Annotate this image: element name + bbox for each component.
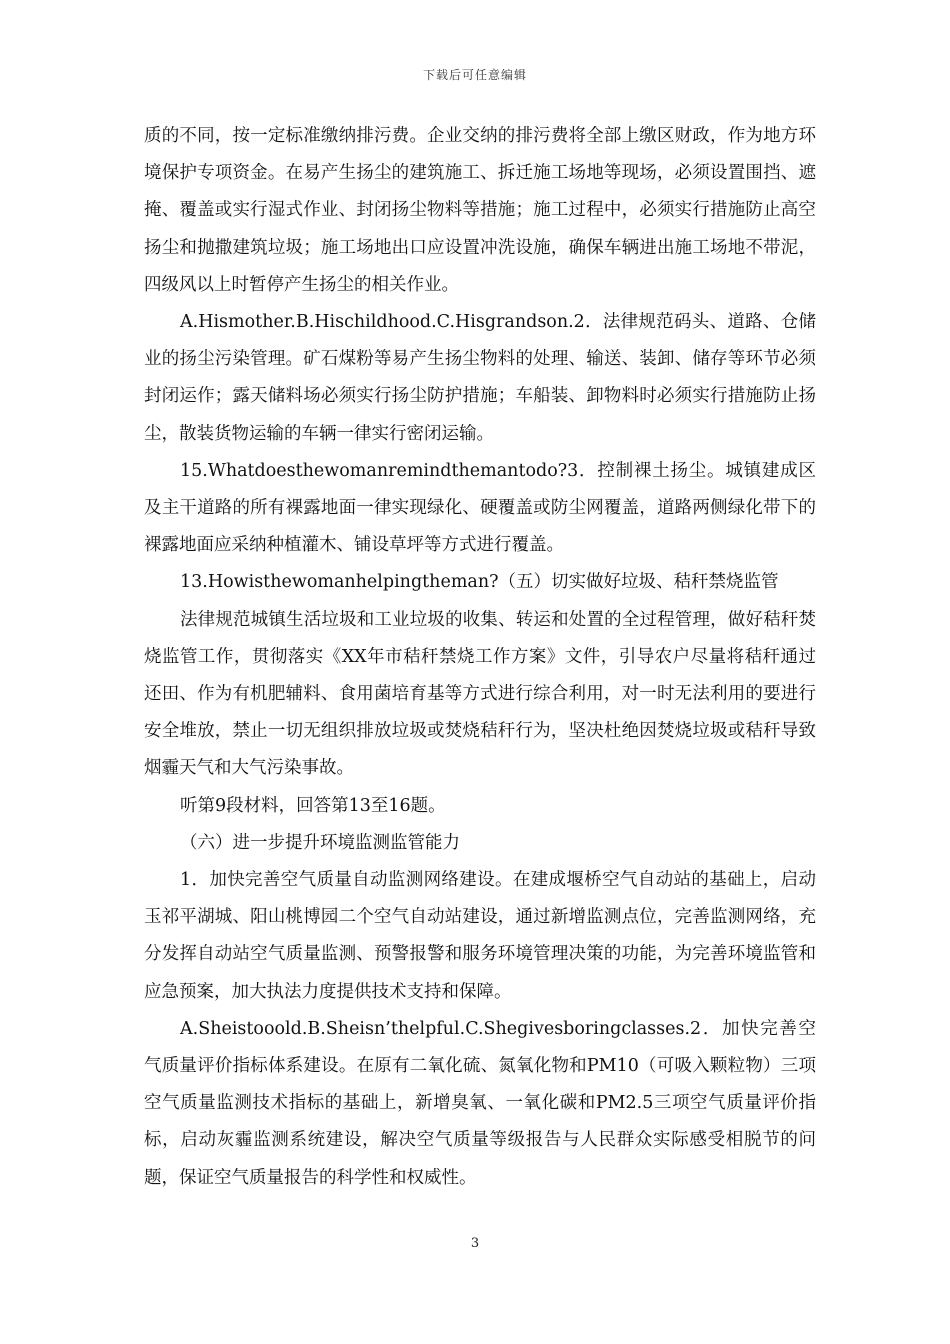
- paragraph-1: 质的不同，按一定标准缴纳排污费。企业交纳的排污费将全部上缴区财政，作为地方环境保护专项资金。在易产生扬尘的建筑施工、拆迁施工场地等现场，必须设置围挡、遮掩、覆盖或实行湿式作业、封闭扬尘物料等措施；施工过程中，必须实行措施防止高空扬尘和抛撒建筑垃圾；施工场地出口应设置冲洗设施，确保车辆进出施工场地不带泥，四级风以上时暂停产生扬尘的相关作业。: [144, 126, 816, 295]
- page-header: 下载后可任意编辑: [422, 68, 527, 82]
- paragraph-9: A.Sheistooold.B.Sheisn’thelpful.C.Shegivesboringclasses.2．加快完善空气质量评价指标体系建设。在原有二氧化硫、氮氧化物和PM10（可吸入颗粒物）三项空气质量监测技术指标的基础上，新增臭氧、一氧化碳和PM2.5三项空气质量评价指标，启动灰霾监测系统建设，解决空气质量等级报告与人民群众实际感受相脱节的问题，保证空气质量报告的科学性和权威性。: [144, 1018, 816, 1188]
- paragraph-4: 13.Howisthewomanhelpingtheman?（五）切实做好垃圾、秸秆禁烧监管: [180, 572, 779, 593]
- paragraph-3: 15.Whatdoesthewomanremindthemantodo?3．控制裸土扬尘。城镇建成区及主干道路的所有裸露地面一律实现绿化、硬覆盖或防尘网覆盖，道路两侧绿化带下的裸露地面应采纳种植灌木、铺设草坪等方式进行覆盖。: [144, 460, 816, 556]
- section-heading-6: （六）进一步提升环境监测监管能力: [180, 832, 460, 853]
- page-number: 3: [470, 1236, 480, 1251]
- paragraph-5: 法律规范城镇生活垃圾和工业垃圾的收集、转运和处置的全过程管理，做好秸秆焚烧监管工作，贯彻落实《XX年市秸秆禁烧工作方案》文件，引导农户尽量将秸秆通过还田、作为有机肥辅料、食用菌培育基等方式进行综合利用，对一时无法利用的要进行安全堆放，禁止一切无组织排放垃圾或焚烧秸秆行为，坚决杜绝因焚烧垃圾或秸秆导致烟霾天气和大气污染事故。: [144, 609, 816, 779]
- paragraph-2: A.Hismother.B.Hischildhood.C.Hisgrandson.2．法律规范码头、道路、仓储业的扬尘污染管理。矿石煤粉等易产生扬尘物料的处理、输送、装卸、储存等环节必须封闭运作；露天储料场必须实行扬尘防护措施；车船装、卸物料时必须实行措施防止扬尘，散装货物运输的车辆一律实行密闭运输。: [144, 312, 816, 444]
- document-body: [144, 118, 816, 1197]
- paragraph-8: 1．加快完善空气质量自动监测网络建设。在建成堰桥空气自动站的基础上，启动玉祁平湖城、阳山桃博园二个空气自动站建设，通过新增监测点位，完善监测网络，充分发挥自动站空气质量监测、预警报警和服务环境管理决策的功能，为完善环境监管和应急预案，加大执法力度提供技术支持和保障。: [144, 870, 816, 1002]
- paragraph-6: 听第9段材料，回答第13至16题。: [180, 795, 446, 816]
